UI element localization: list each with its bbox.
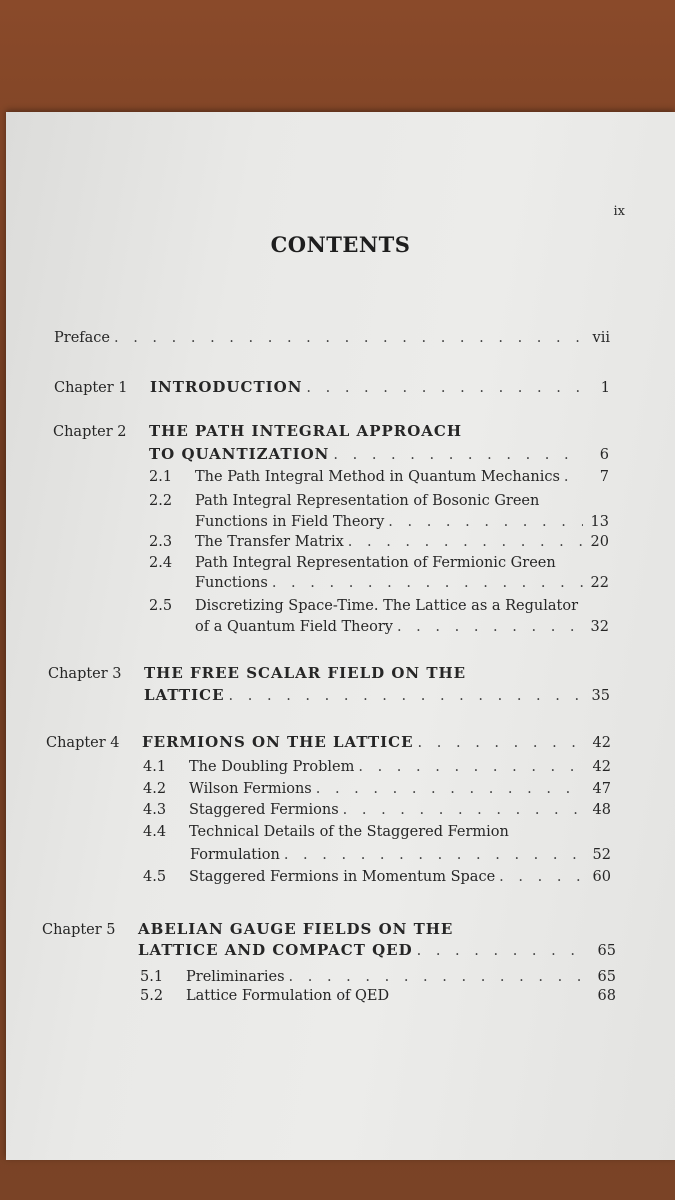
toc-section-5-1 [140,969,616,985]
toc-section-4-4-cont [190,847,611,863]
page-ref: 52 [592,847,611,863]
leader-dots [397,619,583,635]
toc-section-2-2 [149,493,609,509]
chapter-title-line-1: THE FREE SCALAR FIELD ON THE [144,664,467,682]
section-number: 5.1 [140,969,164,985]
chapter-title-line-1: THE PATH INTEGRAL APPROACH [149,422,463,440]
toc-entry-chapter-3-cont [144,686,610,704]
toc-section-4-3 [143,802,611,818]
chapter-title-line-2: TO QUANTIZATION [149,445,330,463]
chapter-label: Chapter 2 [53,424,127,440]
leader-dots [358,759,585,775]
chapter-label: Chapter 4 [46,735,120,751]
toc-entry-chapter-4 [46,733,611,751]
section-number: 2.3 [149,534,173,550]
page-number: ix [613,204,625,219]
page-ref: 42 [592,735,611,751]
leader-dots [229,688,584,704]
page-ref: 13 [590,514,609,530]
toc-entry-chapter-2 [53,422,609,440]
section-title: Lattice Formulation of QED [186,988,390,1004]
page-ref: 48 [592,802,611,818]
section-title: Wilson Fermions [189,781,312,797]
page-ref: 65 [597,969,616,985]
section-number: 2.2 [149,493,173,509]
leader-dots [284,847,585,863]
leader-dots [418,735,585,751]
toc-section-4-1 [143,759,611,775]
leader-dots [306,380,584,396]
page-ref: 1 [600,380,610,396]
toc-entry-chapter-1 [54,378,610,396]
page-ref: 60 [592,869,611,885]
leader-dots [343,802,585,818]
section-title: Path Integral Representation of Bosonic Green [195,493,540,509]
section-number: 4.1 [143,759,167,775]
chapter-label: Chapter 5 [42,922,116,938]
leader-dots [388,514,583,530]
leader-dots [564,469,583,485]
page-title: CONTENTS [270,232,411,257]
toc-section-2-3 [149,534,609,550]
chapter-title: FERMIONS ON THE LATTICE [142,733,414,751]
chapter-title-line-2: LATTICE AND COMPACT QED [138,941,413,959]
leader-dots [348,534,583,550]
leader-dots [333,447,583,463]
leader-dots [499,869,585,885]
section-title: Technical Details of the Staggered Fermion [189,824,509,840]
toc-section-2-1 [149,469,609,485]
leader-dots [272,575,583,591]
toc-section-2-4 [149,555,609,571]
toc-entry-chapter-3 [48,664,610,682]
section-title: The Doubling Problem [189,759,355,775]
toc-section-2-2-cont [195,514,609,530]
section-number: 2.1 [149,469,173,485]
page-ref: vii [592,330,610,346]
section-title: Preliminaries [186,969,285,985]
page-ref: 7 [599,469,609,485]
section-number: 4.3 [143,802,167,818]
page-ref: 20 [590,534,609,550]
section-number: 4.5 [143,869,167,885]
toc-section-4-2 [143,781,611,797]
toc-section-2-5 [149,598,609,614]
section-title: The Transfer Matrix [195,534,344,550]
section-title: Discretizing Space-Time. The Lattice as a Regulator [195,598,579,614]
toc-section-5-2 [140,988,616,1004]
section-title: Staggered Fermions [189,802,339,818]
toc-section-2-4-cont [195,575,609,591]
section-title-cont: Functions [195,575,268,591]
section-title: Path Integral Representation of Fermionic Green [195,555,556,571]
page-ref: 22 [590,575,609,591]
page-ref: 35 [591,688,610,704]
leader-dots [289,969,590,985]
leader-dots [316,781,585,797]
section-number: 2.5 [149,598,173,614]
book-page [6,112,675,1160]
chapter-label: Chapter 1 [54,380,128,396]
page-ref: 32 [590,619,609,635]
toc-entry-chapter-5-cont [138,941,616,959]
section-title: The Path Integral Method in Quantum Mechanics [195,469,560,485]
chapter-title: INTRODUCTION [150,378,303,396]
toc-entry-preface [54,330,610,346]
page-ref: 6 [599,447,609,463]
toc-section-2-5-cont [195,619,609,635]
section-number: 5.2 [140,988,164,1004]
page-ref: 68 [597,988,616,1004]
section-title-cont: Functions in Field Theory [195,514,385,530]
chapter-title-line-1: ABELIAN GAUGE FIELDS ON THE [138,920,454,938]
toc-entry-chapter-5 [42,920,616,938]
toc-section-4-4 [143,824,611,840]
toc-entry-chapter-2-cont [149,445,609,463]
section-title-cont: Formulation [190,847,280,863]
section-number: 2.4 [149,555,173,571]
preface-label: Preface [54,330,110,346]
leader-dots [417,943,590,959]
toc-section-4-5 [143,869,611,885]
section-number: 4.4 [143,824,167,840]
page-ref: 47 [592,781,611,797]
section-title-cont: of a Quantum Field Theory [195,619,393,635]
page-ref: 65 [597,943,616,959]
leader-dots [114,330,584,346]
section-title: Staggered Fermions in Momentum Space [189,869,496,885]
chapter-title-line-2: LATTICE [144,686,225,704]
section-number: 4.2 [143,781,167,797]
page-ref: 42 [592,759,611,775]
chapter-label: Chapter 3 [48,666,122,682]
